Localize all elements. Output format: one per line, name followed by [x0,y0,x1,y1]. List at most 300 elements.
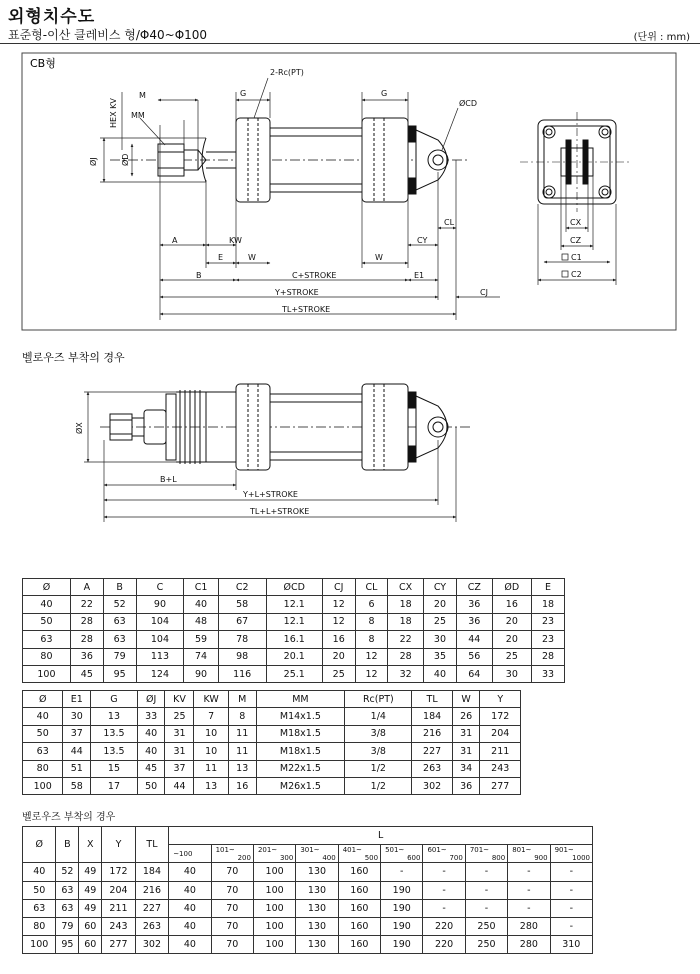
table3-cell: 302 [135,936,168,954]
table1-cell: 18 [388,596,423,613]
table3-body [23,863,593,954]
table2-cell: 263 [412,760,452,777]
table2-cell: 44 [165,777,194,794]
table3-header-cell: Y [102,827,135,863]
sub-header-to: 900 [534,853,548,862]
table1-cell: 40 [184,596,218,613]
dim-a: A [172,236,178,245]
dimension-table-2 [22,690,521,795]
table1-cell: 104 [136,631,184,648]
table2-cell: 36 [452,777,480,794]
table1-cell: 28 [70,613,103,630]
table1-header-cell: E [532,579,565,596]
table3-cell: 211 [102,899,135,917]
dim-w-left: W [248,253,256,262]
table2-cell: 58 [63,777,91,794]
table3-cell: - [550,863,592,881]
sub-header-from: 201~ [257,845,278,854]
table1-header-cell: Ø [23,579,71,596]
table3-cell: - [381,863,423,881]
table3-row [23,881,593,899]
table2-cell: 31 [452,743,480,760]
table3-cell: 100 [253,917,295,935]
table2-cell: 33 [137,708,165,725]
table2-cell: 51 [63,760,91,777]
table3-cell: 70 [211,881,253,899]
table2-cell: 172 [480,708,521,725]
table1-cell: 116 [218,665,266,682]
table1-cell: 80 [23,648,71,665]
table1-cell: 22 [388,631,423,648]
table2-cell: 63 [23,743,63,760]
table2-header-cell: Rc(PT) [345,691,412,708]
dim-ox: ØX [75,422,84,434]
table3-sub-header-cell [465,845,507,863]
drawing1-dimension-lines [100,78,500,320]
table2-cell: 25 [165,708,194,725]
sub-header-from: 401~ [342,845,362,854]
table3-cell: 40 [169,863,211,881]
dim-od: ØD [121,153,130,166]
table1-cell: 20 [492,613,532,630]
table1-cell: 79 [103,648,136,665]
table3-cell: 40 [169,936,211,954]
sub-header-to: 500 [364,853,379,862]
table1-cell: 104 [136,613,184,630]
table1-cell: 25 [322,665,355,682]
table3-cell: 160 [338,917,380,935]
table1-header-cell: A [70,579,103,596]
table2-header-cell: M [228,691,256,708]
end-view-dimension-text [562,218,582,279]
table1-cell: 40 [423,665,456,682]
table3-cell: 100 [253,899,295,917]
table3-cell: 70 [211,917,253,935]
table1-cell: 33 [532,665,565,682]
dim-c1: C1 [571,253,582,262]
table3-cell: 40 [169,899,211,917]
table3-cell: 52 [56,863,79,881]
table2-cell: M18x1.5 [256,725,345,742]
table3-cell: 100 [23,936,56,954]
table1-cell: 100 [23,665,71,682]
table1-cell: 12 [355,665,388,682]
table1-cell: 36 [70,648,103,665]
table1-header-cell: CY [423,579,456,596]
table2-cell: 10 [194,743,228,760]
table1-cell: 23 [532,631,565,648]
table1-cell: 36 [457,596,492,613]
dim-b-l: B+L [160,475,177,484]
table1-cell: 16 [322,631,355,648]
table3-sub-header-cell [508,845,550,863]
cylinder-end-view [520,112,630,212]
table3-sub-header-cell [296,845,338,863]
table3-cell: 49 [79,899,102,917]
table3-cell: 40 [169,917,211,935]
table2-header-row [23,691,521,708]
table1-cell: 98 [218,648,266,665]
table1-cell: 48 [184,613,218,630]
table1-header-cell: CL [355,579,388,596]
table1-cell: 16 [492,596,532,613]
table3-sub-header-cell [169,845,211,863]
table3-cell: - [423,863,465,881]
table3-cell: 160 [338,936,380,954]
table1-cell: 8 [355,613,388,630]
table3-cell: 216 [135,881,168,899]
table1-cell: 8 [355,631,388,648]
table2-cell: M14x1.5 [256,708,345,725]
dim-oj: ØJ [89,157,98,166]
table3-cell: - [508,899,550,917]
table3-cell: 70 [211,936,253,954]
table3-cell: 250 [465,917,507,935]
table2-cell: 30 [63,708,91,725]
table1-cell: 18 [388,613,423,630]
table1-row [23,596,565,613]
table1-cell: 28 [70,631,103,648]
table1-cell: 18 [532,596,565,613]
table1-cell: 52 [103,596,136,613]
table2-cell: 26 [452,708,480,725]
dim-kw: KW [229,236,242,245]
table1-header-cell: CX [388,579,423,596]
table2-row [23,743,521,760]
table2-cell: 243 [480,760,521,777]
table3-cell: - [550,917,592,935]
table1-cell: 25 [492,648,532,665]
table2-header-cell: TL [412,691,452,708]
table2-cell: 44 [63,743,91,760]
table3-row [23,936,593,954]
table3-cell: 100 [253,936,295,954]
table3-header-cell: X [79,827,102,863]
sub-header-from: 801~ [512,845,532,854]
table3-cell: 80 [23,917,56,935]
table1-cell: 16.1 [266,631,322,648]
table2-cell: 211 [480,743,521,760]
table2-cell: 50 [23,725,63,742]
dim-cj: CJ [480,288,488,297]
table3-header-row-1 [23,827,593,845]
table1-cell: 12 [355,648,388,665]
table1-cell: 12.1 [266,596,322,613]
sub-header-to: 1000 [572,853,590,862]
table1-cell: 78 [218,631,266,648]
table3-cell: 220 [423,917,465,935]
table1-header-cell: ØCD [266,579,322,596]
table1-cell: 20 [492,631,532,648]
table3-cell: - [423,899,465,917]
table3-cell: 280 [508,936,550,954]
table2-cell: 7 [194,708,228,725]
table1-cell: 63 [103,631,136,648]
table2-cell: 13.5 [91,743,138,760]
table1-cell: 25.1 [266,665,322,682]
table2-cell: 15 [91,760,138,777]
table3-cell: 49 [79,863,102,881]
table3-cell: 227 [135,899,168,917]
table3-row [23,917,593,935]
table1-cell: 35 [423,648,456,665]
table1-cell: 64 [457,665,492,682]
table2-cell: 11 [228,743,256,760]
table3-cell: 190 [381,936,423,954]
dim-c-stroke: C+STROKE [292,271,337,280]
table1-cell: 20.1 [266,648,322,665]
table3-sub-header-cell [423,845,465,863]
table3-cell: 130 [296,936,338,954]
table1-header-cell: C1 [184,579,218,596]
table2-header-cell: MM [256,691,345,708]
table1-row [23,613,565,630]
table3-cell: 50 [23,881,56,899]
table2-cell: 45 [137,760,165,777]
table3-cell: 263 [135,917,168,935]
table2-header-cell: ØJ [137,691,165,708]
table3-cell: 160 [338,863,380,881]
table1-cell: 90 [184,665,218,682]
drawing1-dimension-text [88,68,488,314]
table1-header-row [23,579,565,596]
dim-c2: C2 [571,270,582,279]
table2-cell: 31 [165,743,194,760]
cylinder-bellows-view [100,384,470,470]
unit-label: (단위 : mm) [633,32,690,43]
table3-cell: 70 [211,863,253,881]
bellows-table [22,826,593,954]
table1-cell: 67 [218,613,266,630]
table3-cell: 310 [550,936,592,954]
dim-y-l-stroke: Y+L+STROKE [243,490,298,499]
drawing1-label: CB형 [30,57,56,70]
table2-cell: 1/2 [345,777,412,794]
sub-header-to: 200 [237,853,251,862]
sub-header-to: 300 [279,853,294,862]
table2-cell: 8 [228,708,256,725]
table1-cell: 20 [423,596,456,613]
table3-header-cell: Ø [23,827,56,863]
table3-caption: 벨로우즈 부착의 경우 [22,812,116,823]
page-subtitle: 표준형-이산 클레비스 형/Φ40~Φ100 [8,28,208,42]
table2-cell: 40 [137,725,165,742]
table3-cell: 190 [381,899,423,917]
dim-e: E [218,253,224,262]
table2-cell: 216 [412,725,452,742]
table1-cell: 45 [70,665,103,682]
dim-tl-stroke: TL+STROKE [282,305,331,314]
table3-group-header-l: L [169,827,593,845]
table3-row [23,863,593,881]
dim-cz: CZ [570,236,582,245]
table3-cell: 79 [56,917,79,935]
table1-cell: 50 [23,613,71,630]
dim-g-right: G [381,89,388,98]
sub-header-from: ~100 [173,849,193,858]
sub-header-from: 101~ [215,845,235,854]
table2-cell: 3/8 [345,725,412,742]
table1-cell: 30 [423,631,456,648]
sub-header-to: 800 [491,853,506,862]
table1-row [23,665,565,682]
table2-cell: 302 [412,777,452,794]
table3-cell: 130 [296,899,338,917]
page-title: 외형치수도 [8,7,96,27]
sub-header-from: 301~ [300,845,320,854]
table2-header-cell: KW [194,691,228,708]
dim-cx: CX [570,218,582,227]
table3-cell: 49 [79,881,102,899]
table1-cell: 63 [23,631,71,648]
table3-cell: 184 [135,863,168,881]
table1-cell: 58 [218,596,266,613]
table2-cell: 50 [137,777,165,794]
table2-cell: 13 [194,777,228,794]
dim-ocd: ØCD [459,99,478,108]
dim-cl: CL [444,218,455,227]
table1-cell: 22 [70,596,103,613]
table2-cell: 11 [194,760,228,777]
table2-header-cell: Ø [23,691,63,708]
table3-header-cell: TL [135,827,168,863]
table1-cell: 56 [457,648,492,665]
dim-g-left: G [240,89,247,98]
table1-cell: 59 [184,631,218,648]
table2-cell: 80 [23,760,63,777]
dim-mm: MM [131,111,145,120]
table2-cell: 17 [91,777,138,794]
table2-cell: 13.5 [91,725,138,742]
table1-row [23,631,565,648]
table3-cell: 250 [465,936,507,954]
table3-cell: 63 [23,899,56,917]
table3-cell: 70 [211,899,253,917]
dim-w-right: W [375,253,383,262]
table2-cell: 184 [412,708,452,725]
table1-cell: 32 [388,665,423,682]
dim-y-stroke: Y+STROKE [275,288,319,297]
table1-cell: 28 [388,648,423,665]
table1-cell: 30 [492,665,532,682]
cylinder-side-view [110,118,470,202]
sub-header-to: 700 [449,853,463,862]
drawing2-dimension-text [74,422,309,516]
table3-cell: 100 [253,863,295,881]
table2-header-cell: W [452,691,480,708]
table2-cell: M26x1.5 [256,777,345,794]
dimension-table-1 [22,578,565,683]
sub-header-from: 601~ [427,845,447,854]
table2-cell: 3/8 [345,743,412,760]
table1-cell: 113 [136,648,184,665]
sub-header-from: 501~ [385,845,405,854]
table3-cell: 40 [23,863,56,881]
table1-header-cell: CJ [322,579,355,596]
table2-cell: 277 [480,777,521,794]
table3-cell: 160 [338,899,380,917]
table2-cell: 34 [452,760,480,777]
table2-cell: 40 [137,743,165,760]
table1-header-cell: ØD [492,579,532,596]
table2-body [23,708,521,795]
table1-cell: 44 [457,631,492,648]
dim-tl-l-stroke: TL+L+STROKE [250,507,310,516]
table1-body [23,596,565,683]
table3-sub-header-cell [381,845,423,863]
table3-cell: 243 [102,917,135,935]
table2-row [23,708,521,725]
table3-cell: 40 [169,881,211,899]
table3-cell: 100 [253,881,295,899]
dim-cy: CY [417,236,428,245]
table2-cell: 16 [228,777,256,794]
table1-header-cell: B [103,579,136,596]
table2-cell: 13 [91,708,138,725]
table2-header-cell: G [91,691,138,708]
table3-cell: 190 [381,917,423,935]
table2-cell: M18x1.5 [256,743,345,760]
table3-cell: 130 [296,917,338,935]
table2-header-cell: E1 [63,691,91,708]
table3-cell: - [550,899,592,917]
table3-cell: 280 [508,917,550,935]
sub-header-from: 701~ [469,845,490,854]
table3-cell: 277 [102,936,135,954]
table1-cell: 28 [532,648,565,665]
table2-cell: 1/4 [345,708,412,725]
table2-header-cell: KV [165,691,194,708]
table2-row [23,777,521,794]
table1-cell: 36 [457,613,492,630]
table2-row [23,725,521,742]
table3-cell: 60 [79,936,102,954]
table1-row [23,648,565,665]
table1-cell: 95 [103,665,136,682]
dim-hex-kv: HEX KV [109,98,118,128]
table3-sub-header-cell [338,845,380,863]
table3-cell: 63 [56,881,79,899]
table1-cell: 23 [532,613,565,630]
table3-cell: - [423,881,465,899]
table2-cell: 31 [452,725,480,742]
table3-cell: 130 [296,881,338,899]
table3-row [23,899,593,917]
table1-cell: 63 [103,613,136,630]
table3-cell: - [508,881,550,899]
table1-header-cell: C [136,579,184,596]
table3-cell: 130 [296,863,338,881]
table1-cell: 25 [423,613,456,630]
sub-header-from: 901~ [554,845,574,854]
table1-cell: 124 [136,665,184,682]
dim-b: B [196,271,202,280]
dim-e1: E1 [414,271,425,280]
drawing2-label: 벨로우즈 부착의 경우 [22,351,125,364]
sub-header-to: 400 [322,853,336,862]
table2-cell: 37 [63,725,91,742]
table3-cell: 160 [338,881,380,899]
table3-cell: 190 [381,881,423,899]
table2-cell: 227 [412,743,452,760]
table1-cell: 74 [184,648,218,665]
table2-cell: 40 [23,708,63,725]
table2-cell: 31 [165,725,194,742]
table2-cell: 204 [480,725,521,742]
table3-cell: - [465,863,507,881]
table3-cell: 95 [56,936,79,954]
table2-cell: M22x1.5 [256,760,345,777]
